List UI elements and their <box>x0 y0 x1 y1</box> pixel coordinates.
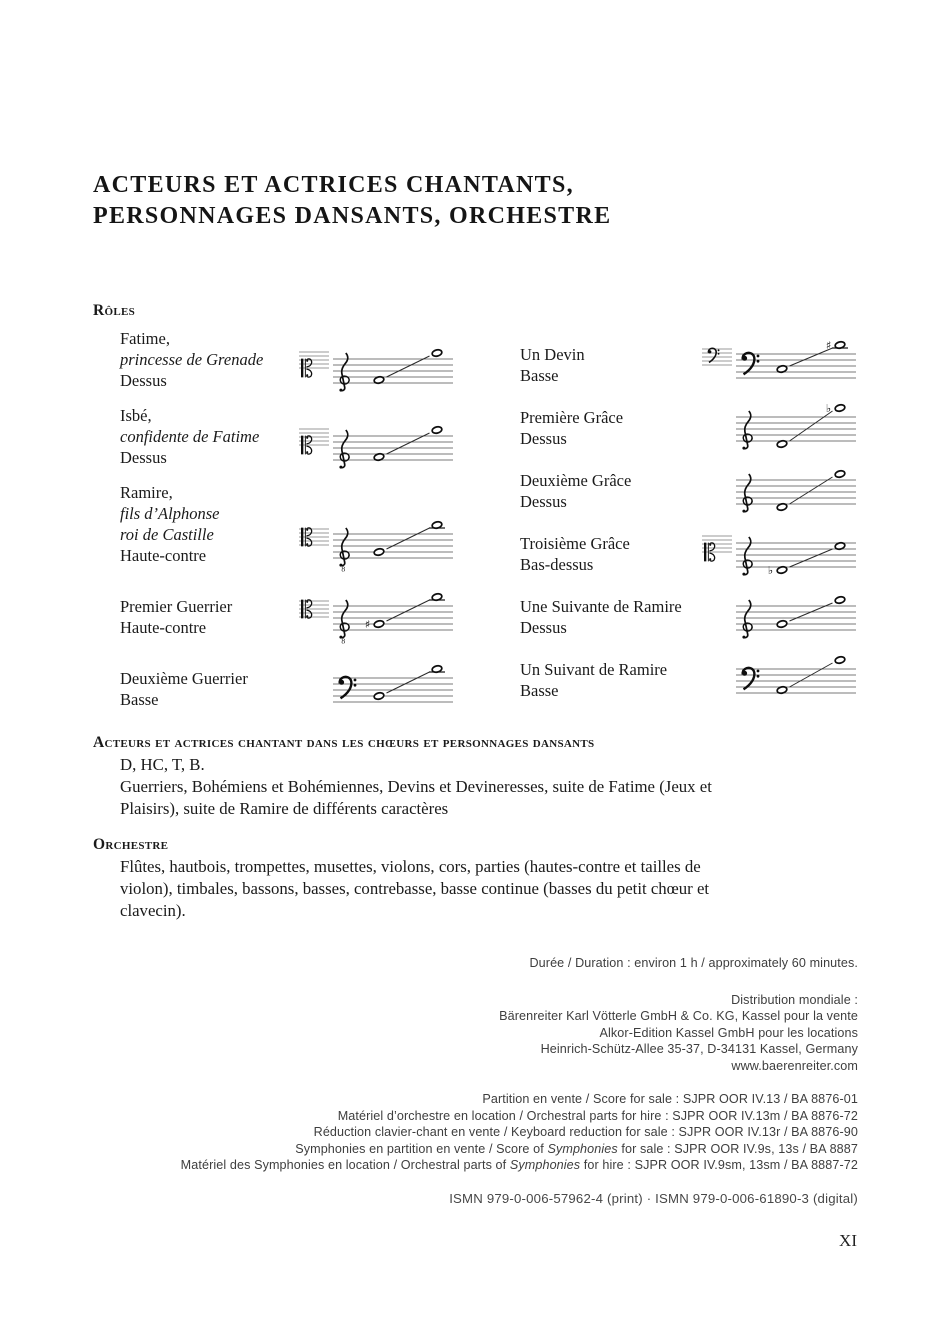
vocal-range-staff <box>698 586 858 644</box>
role-name: Premier Guerrier <box>120 597 233 616</box>
vocal-range-staff <box>295 586 455 644</box>
vocal-range-staff <box>698 460 858 518</box>
role-name: Première Grâce <box>520 408 624 427</box>
role-voice-type: Basse <box>520 366 559 385</box>
range-connector-line <box>790 477 833 504</box>
range-high-note <box>834 656 845 664</box>
flat-accidental-icon: ♭ <box>825 401 832 415</box>
role-text <box>520 596 682 638</box>
colophon <box>93 955 858 1207</box>
treble-clef-icon <box>339 600 349 644</box>
ismn-line: ISMN 979-0-006-57962-4 (print) · ISMN 979-0-006-61890-3 (digital) <box>449 1190 858 1206</box>
sharp-accidental-icon: ♯ <box>825 338 832 352</box>
distribution-line: www.baerenreiter.com <box>731 1058 858 1073</box>
role-name: Un Devin <box>520 345 585 364</box>
sales-line-segment: Matériel d’orchestre en location / Orchestral parts for hire : SJPR OOR IV.13m / BA 8876-72 <box>337 1108 858 1123</box>
role-voice-type: Dessus <box>520 492 567 511</box>
orchestra-line: violon), timbales, bassons, basses, contrebasse, basse continue (basses du petit chœur et <box>120 879 710 898</box>
staff-lines <box>333 359 453 383</box>
sales-line <box>93 1141 858 1158</box>
role-voice-type: Bas-dessus <box>520 555 594 574</box>
range-high-note <box>431 426 442 434</box>
staff-lines <box>736 417 856 441</box>
role-row <box>520 328 858 386</box>
vocal-range-staff <box>295 514 455 572</box>
vocal-range-staff <box>295 658 455 716</box>
original-clef-staff-lines <box>299 529 329 545</box>
orchestra-section <box>93 836 709 922</box>
vocal-range-staff-svg <box>698 460 858 518</box>
vocal-range-staff-svg <box>295 416 455 474</box>
chorus-text <box>120 754 712 820</box>
role-name: Isbé, <box>120 406 152 425</box>
role-text <box>520 533 630 575</box>
vocal-range-staff-svg <box>698 649 858 707</box>
bass-clef-icon <box>742 353 759 374</box>
role-name: Fatime, <box>120 329 170 348</box>
bass-clef-icon <box>339 677 356 698</box>
range-connector-line <box>790 411 833 441</box>
role-description: confidente de Fatime <box>120 427 260 446</box>
role-row <box>120 652 455 710</box>
page-title-line-2: PERSONNAGES DANSANTS, ORCHESTRE <box>93 203 612 229</box>
bass-clef-icon <box>742 668 759 689</box>
role-name: Troisième Grâce <box>520 534 630 553</box>
role-text <box>120 328 263 391</box>
range-low-note <box>373 620 384 628</box>
original-bass-clef-icon <box>708 348 719 362</box>
vocal-range-staff-svg <box>698 334 858 392</box>
role-voice-type: Dessus <box>520 618 567 637</box>
role-voice-type: Basse <box>520 681 559 700</box>
role-row <box>120 482 455 572</box>
sharp-accidental-icon: ♯ <box>364 617 371 631</box>
role-text <box>120 405 259 468</box>
vocal-range-staff-svg <box>295 514 455 572</box>
range-high-note <box>431 349 442 357</box>
role-text <box>520 659 667 701</box>
role-voice-type: Basse <box>120 690 159 709</box>
sales-line-segment: Symphonies <box>547 1141 618 1156</box>
chorus-line: Guerriers, Bohémiens et Bohémiennes, Devins et Devineresses, suite de Fatime (Jeux et <box>120 777 712 796</box>
vocal-range-staff <box>698 397 858 455</box>
role-text <box>120 668 248 710</box>
role-description: princesse de Grenade <box>120 350 264 369</box>
sales-line <box>93 1157 858 1174</box>
orchestra-heading: Orchestre <box>93 836 169 853</box>
role-description: roi de Castille <box>120 525 214 544</box>
role-name: Un Suivant de Ramire <box>520 660 668 679</box>
chorus-heading: Acteurs et actrices chantant dans les chœurs et personnages dansants <box>93 734 595 751</box>
range-low-note <box>373 548 384 556</box>
role-voice-type: Dessus <box>120 448 167 467</box>
range-high-note <box>834 404 845 412</box>
sales-line-segment: Partition en vente / Score for sale : SJPR OOR IV.13 / BA 8876-01 <box>482 1092 858 1106</box>
flat-accidental-icon: ♭ <box>767 563 774 577</box>
vocal-range-staff-svg <box>295 339 455 397</box>
role-row <box>520 643 858 701</box>
sales-line-segment: Symphonies <box>509 1158 581 1172</box>
page-title-line-1: ACTEURS ET ACTRICES CHANTANTS, <box>93 172 574 198</box>
range-low-note <box>373 692 384 700</box>
octave-8-label: 8 <box>341 564 346 572</box>
role-voice-type: Haute-contre <box>120 618 207 637</box>
role-row <box>520 391 858 449</box>
chorus-section <box>93 734 712 820</box>
sales-block <box>93 1091 858 1174</box>
role-text <box>520 407 623 449</box>
role-row <box>120 328 455 391</box>
orchestra-line: clavecin). <box>120 901 186 920</box>
sales-line-segment: Matériel des Symphonies en location / Orchestral parts of <box>180 1158 510 1172</box>
treble-clef-icon <box>339 528 349 572</box>
role-row <box>520 454 858 512</box>
sales-line <box>93 1091 858 1108</box>
original-clef-staff-lines <box>299 429 329 445</box>
role-voice-type: Dessus <box>520 429 567 448</box>
sales-line-segment: for sale : SJPR OOR IV.9s, 13s / BA 8887 <box>617 1141 858 1156</box>
vocal-range-staff-svg <box>698 523 858 581</box>
roles-section <box>93 328 858 724</box>
role-row <box>520 517 858 575</box>
distribution-line: Heinrich-Schütz-Allee 35-37, D-34131 Kassel, Germany <box>540 1042 858 1056</box>
sales-line <box>93 1108 858 1125</box>
role-name: Une Suivante de Ramire <box>520 597 682 616</box>
distribution-line: Bärenreiter Karl Vötterle GmbH & Co. KG, Kassel pour la vente <box>499 1009 858 1023</box>
page-number: XI <box>839 1231 857 1250</box>
range-connector-line <box>790 549 833 567</box>
vocal-range-staff-svg <box>698 397 858 455</box>
vocal-range-staff <box>698 649 858 707</box>
vocal-range-staff <box>295 339 455 397</box>
role-description: fils d’Alphonse <box>120 504 220 523</box>
role-name: Deuxième Guerrier <box>120 669 248 688</box>
distribution-line: Distribution mondiale : <box>731 992 858 1007</box>
role-text <box>120 482 219 566</box>
vocal-range-staff <box>295 416 455 474</box>
role-row <box>120 405 455 468</box>
sales-line-segment: Symphonies en partition en vente / Score of <box>295 1141 548 1156</box>
role-text <box>520 344 585 386</box>
vocal-range-staff <box>698 334 858 392</box>
staff-lines <box>333 436 453 460</box>
vocal-range-staff-svg <box>295 586 455 644</box>
role-voice-type: Dessus <box>120 371 167 390</box>
vocal-range-staff-svg <box>295 658 455 716</box>
role-voice-type: Haute-contre <box>120 546 207 565</box>
distribution-block <box>93 992 858 1075</box>
chorus-line: D, HC, T, B. <box>120 755 205 774</box>
distribution-line: Alkor-Edition Kassel GmbH pour les locations <box>599 1025 858 1040</box>
duration-line: Durée / Duration : environ 1 h / approximately 60 minutes. <box>529 956 858 970</box>
orchestra-text <box>120 856 709 922</box>
role-row <box>120 580 455 644</box>
original-clef-staff-lines <box>299 352 329 368</box>
page-title <box>93 170 611 232</box>
role-text <box>520 470 631 512</box>
vocal-range-staff <box>698 523 858 581</box>
range-low-note <box>776 620 787 628</box>
roles-column-right <box>455 328 858 724</box>
sales-line-segment: for hire : SJPR OOR IV.9sm, 13sm / BA 8887-72 <box>580 1158 858 1172</box>
chorus-line: Plaisirs), suite de Ramire de différents caractères <box>120 799 449 818</box>
original-clef-staff-lines <box>299 601 329 617</box>
role-name: Ramire, <box>120 483 173 502</box>
original-clef-staff-lines <box>702 536 732 552</box>
sales-line-segment: Réduction clavier-chant en vente / Keyboard reduction for sale : SJPR OOR IV.13r / BA 8876-90 <box>313 1125 858 1139</box>
octave-8-label: 8 <box>341 636 346 644</box>
roles-heading: Rôles <box>93 302 136 319</box>
original-clef-staff-lines <box>702 349 732 365</box>
role-name: Deuxième Grâce <box>520 471 632 490</box>
vocal-range-staff-svg <box>698 586 858 644</box>
sales-line <box>93 1124 858 1141</box>
orchestra-line: Flûtes, hautbois, trompettes, musettes, violons, cors, parties (hautes-contre et tailles de <box>120 857 701 876</box>
range-high-note <box>834 596 845 604</box>
role-text <box>120 596 232 638</box>
range-high-note <box>834 470 845 478</box>
roles-column-left <box>93 328 455 724</box>
role-row <box>520 580 858 638</box>
